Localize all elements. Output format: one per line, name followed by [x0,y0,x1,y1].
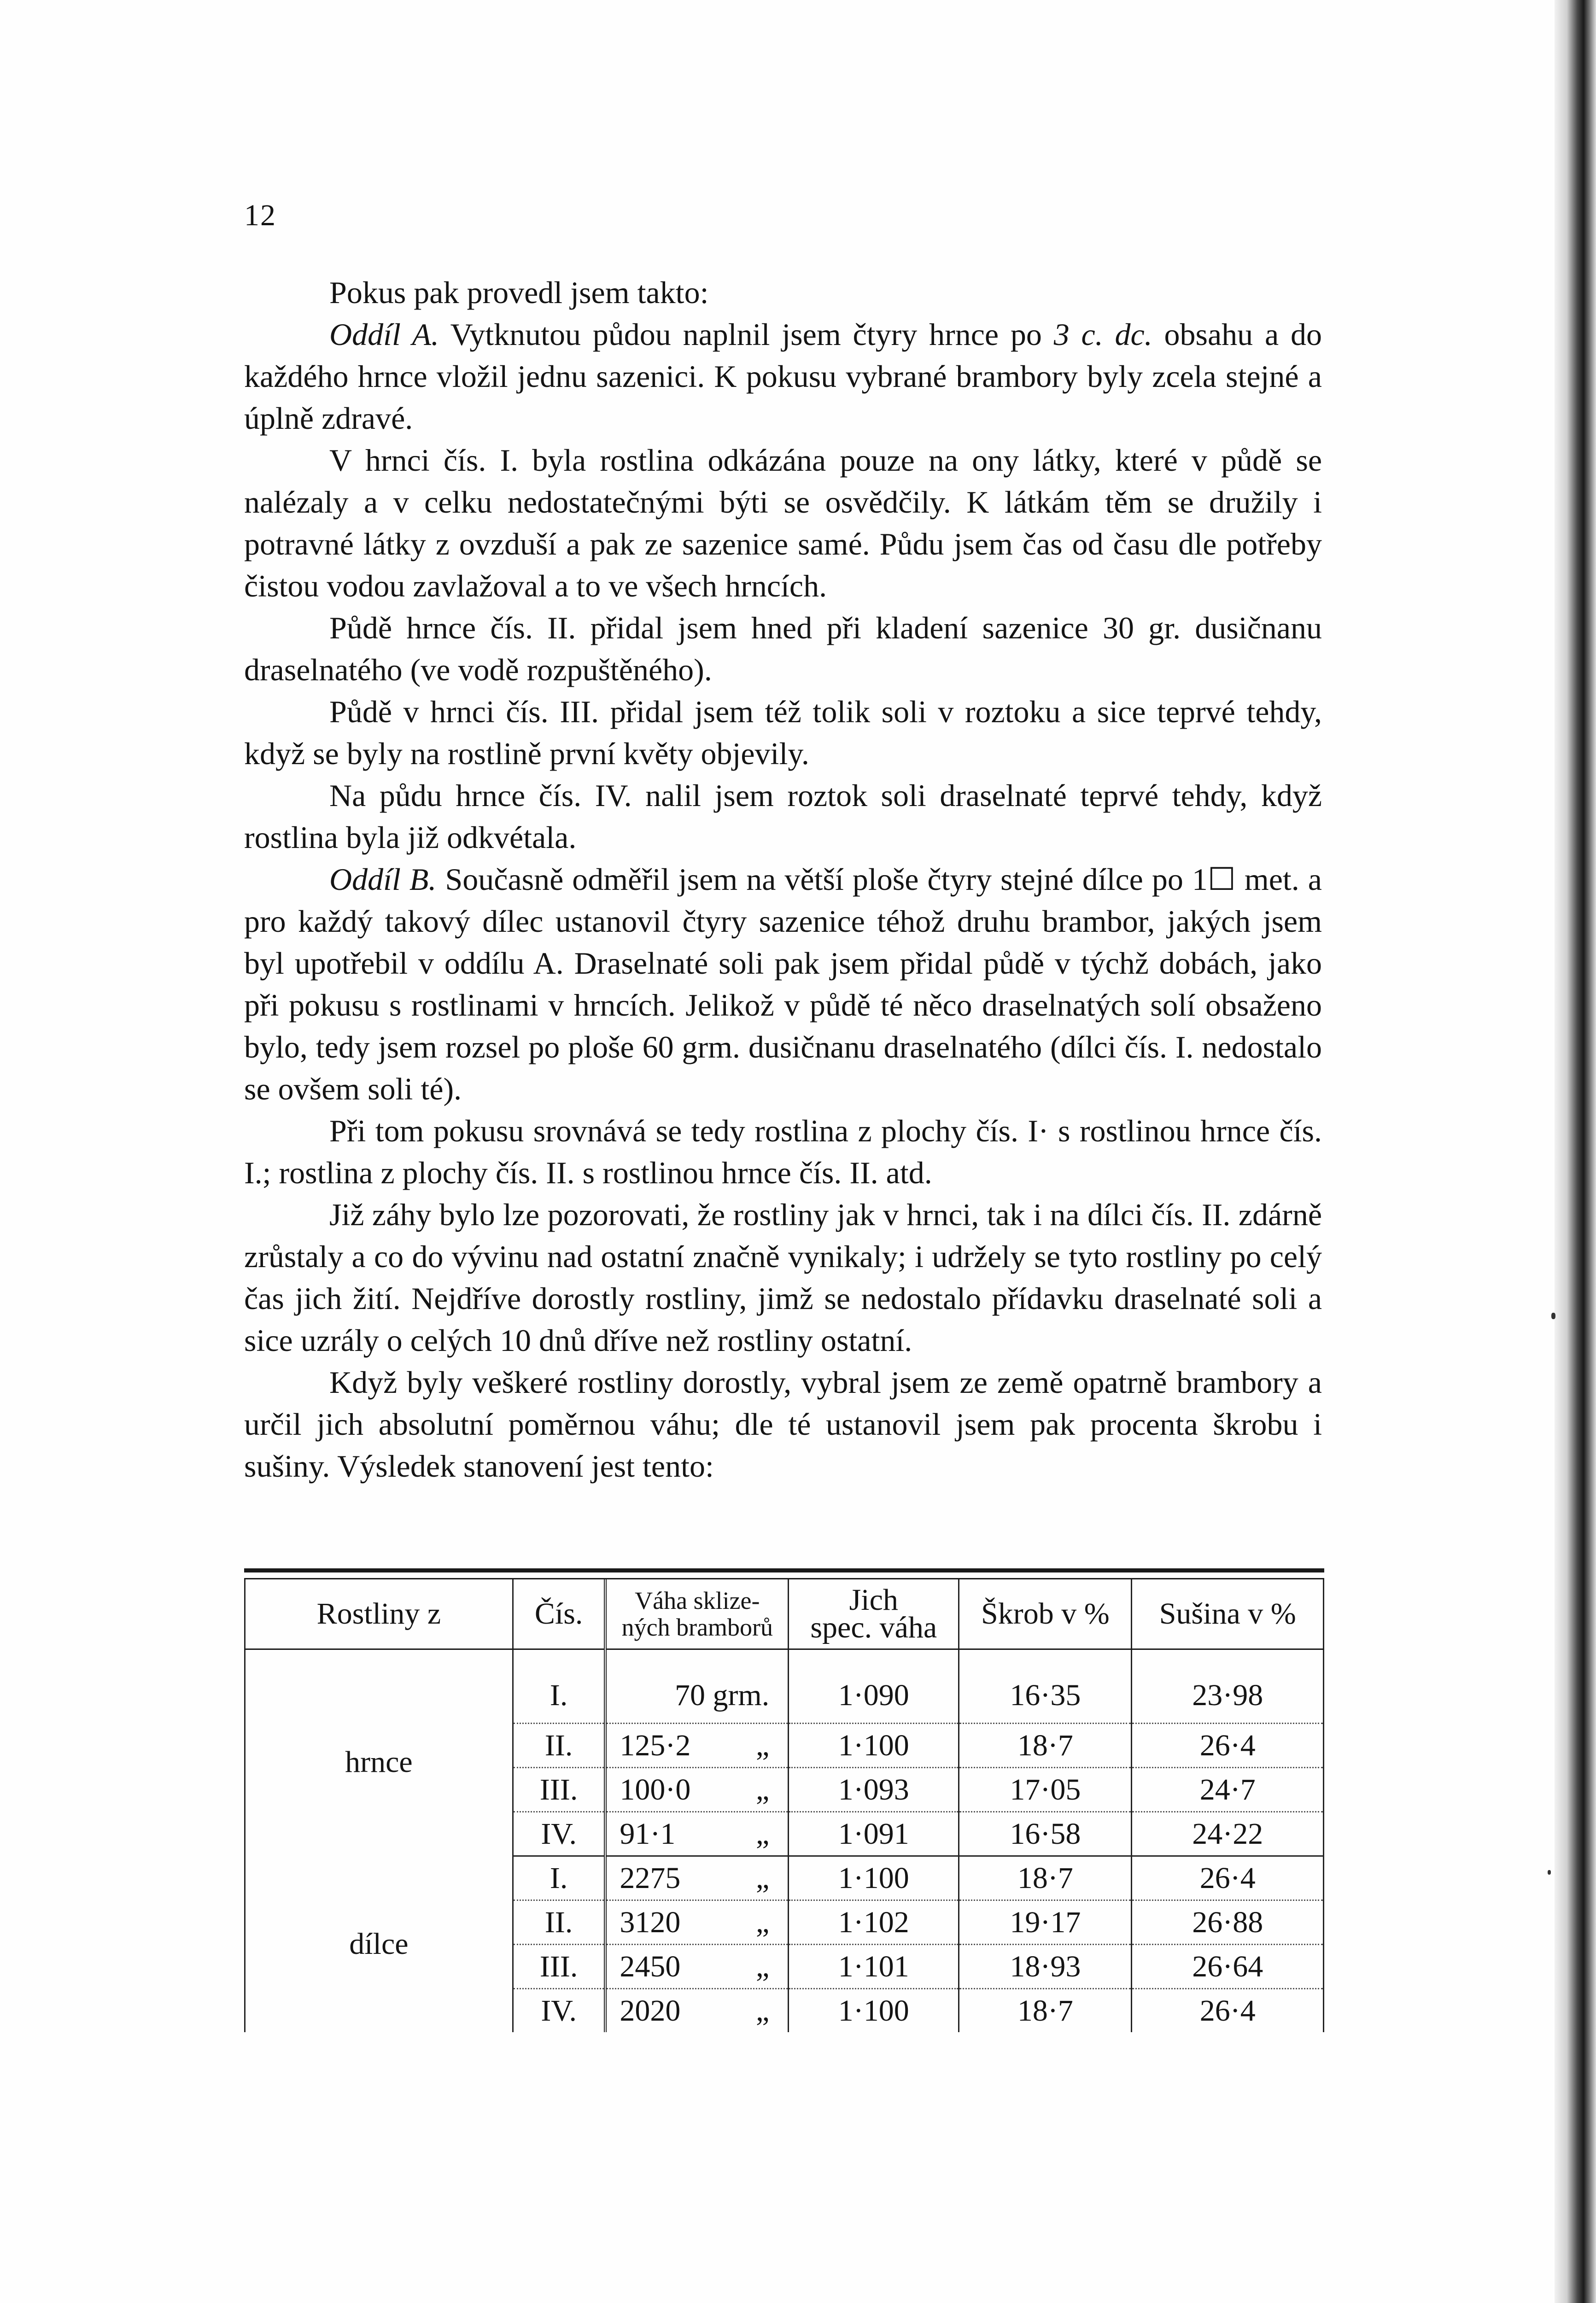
cell-skrob: 18·7 [959,1856,1132,1900]
header-vaha-line: ných bramborů [621,1613,773,1641]
scan-speck [1548,1870,1551,1875]
paragraph: Půdě v hrnci čís. III. přidal jsem též tolik soli v roztoku a sice teprvé tehdy, když se byly na rostlině první květy objevily. [244,694,1322,771]
cell-vaha-unit: „ [755,1861,770,1895]
cell-vaha [605,1856,788,1900]
paragraph: Půdě hrnce čís. II. přidal jsem hned při kladení sazenice 30 gr. dusičnanu draselnatého (ve vodě rozpuštěného). [244,610,1322,687]
cell-cis: II. [513,1724,605,1768]
paragraph: Na půdu hrnce čís. IV. nalil jsem roztok soli draselnaté teprvé tehdy, když rostlina byla již odkvétala. [244,778,1322,855]
cell-vaha-value: 2020 [620,1993,681,2028]
cell-susina: 24·7 [1132,1768,1324,1812]
cell-susina: 24·22 [1132,1812,1324,1856]
cell-skrob: 17·05 [959,1768,1132,1812]
cell-spec: 1·100 [789,1989,959,2033]
cell-susina: 26·4 [1132,1856,1324,1900]
cell-spec: 1·091 [789,1812,959,1856]
cell-cis: IV. [513,1812,605,1856]
cell-vaha-value: 3120 [620,1905,681,1939]
cell-susina: 26·4 [1132,1989,1324,2033]
paragraph: Když byly veškeré rostliny dorostly, vybral jsem ze země opatrně brambory a určil jich absolutní poměrnou váhu; dle té ustanovil jsem pak procenta škrobu i sušiny. Výsledek stanovení jest tento: [244,1365,1322,1484]
cell-skrob: 18·93 [959,1945,1132,1989]
cell-vaha-value: 2450 [620,1949,681,1983]
cell-vaha-unit: „ [755,1993,770,2028]
cell-vaha-value: 2275 [620,1861,681,1895]
header-skrob: Škrob v % [959,1579,1132,1649]
results-table [244,1568,1324,2032]
cell-susina: 26·64 [1132,1945,1324,1989]
header-vaha-line: Váha sklize- [635,1587,760,1614]
paragraph-text: obsahu a do každého hrnce vložil jednu sazenici. K pokusu vybrané brambory byly zcela stejné a úplně zdravé. [244,317,1322,436]
cell-vaha [605,1812,788,1856]
group-label: hrnce [245,1649,513,1856]
data-table [244,1579,1324,2032]
cell-cis: I. [513,1856,605,1900]
cell-cis: I. [513,1649,605,1724]
cell-spec: 1·100 [789,1856,959,1900]
cell-vaha-value: 91·1 [620,1817,676,1851]
cell-spec: 1·100 [789,1724,959,1768]
cell-spec: 1·102 [789,1900,959,1945]
paragraph: Při tom pokusu srovnává se tedy rostlina z plochy čís. I· s rostlinou hrnce čís. I.; rostlina z plochy čís. II. s rostlinou hrnce čís. II. atd. [244,1113,1322,1190]
header-susina: Sušina v % [1132,1579,1324,1649]
section-label: Oddíl A. [329,317,439,352]
cell-spec: 1·093 [789,1768,959,1812]
cell-susina: 26·4 [1132,1724,1324,1768]
header-rostliny: Rostliny z [245,1579,513,1649]
cell-vaha-unit: „ [755,1772,770,1806]
cell-spec: 1·101 [789,1945,959,1989]
cell-vaha [605,1989,788,2033]
group-label: dílce [245,1856,513,2033]
paragraph: Již záhy bylo lze pozorovati, že rostliny jak v hrnci, tak i na dílci čís. II. zdárně zrůstaly a co do vývinu nad ostatní značně vynikaly; i udržely se tyto rostliny po celý čas jich žití. Nejdříve dorostly rostliny, jimž se nedostalo přídavku draselnaté soli a sice uzrály o celých 10 dnů dříve než rostliny ostatní. [244,1197,1322,1358]
cell-skrob: 16·35 [959,1649,1132,1724]
cell-cis: II. [513,1900,605,1945]
cell-cis: III. [513,1945,605,1989]
paragraph [244,859,1322,1110]
cell-vaha-unit: „ [755,1728,770,1762]
header-row [245,1579,1324,1649]
page-number: 12 [244,199,276,232]
paragraph-text: Současně odměřil jsem na větší ploše čtyry stejné dílce po 1☐ met. a pro každý takový dílec ustanovil čtyry sazenice téhož druhu brambor, jakých jsem byl upotřebil v oddílu A. Draselnaté soli pak jsem přidal půdě v týchž dobách, jako při pokusu s rostlinami v hrncích. Jelikož v půdě té něco draselnatých solí obsaženo bylo, tedy jsem rozsel po ploše 60 grm. dusičnanu draselnatého (dílci čís. I. nedostalo se ovšem soli té). [244,862,1322,1106]
cell-vaha-unit: „ [755,1817,770,1851]
cell-vaha-value: 70 grm. [674,1678,770,1712]
cell-skrob: 18·7 [959,1989,1132,2033]
cell-vaha [605,1649,788,1724]
cell-susina: 23·98 [1132,1649,1324,1724]
cell-vaha [605,1768,788,1812]
scan-speck [1551,1313,1555,1319]
cell-susina: 26·88 [1132,1900,1324,1945]
table-top-rule [244,1568,1324,1579]
body-text [244,272,1322,1487]
cell-vaha [605,1945,788,1989]
section-label: Oddíl B. [329,862,437,897]
cell-cis: III. [513,1768,605,1812]
header-vaha [605,1579,788,1649]
cell-skrob: 19·17 [959,1900,1132,1945]
amount-text: 3 c. dc. [1053,317,1152,352]
paragraph-text: Vytknutou půdou naplnil jsem čtyry hrnce po [439,317,1054,352]
header-cis: Čís. [513,1579,605,1649]
table-row [245,1856,1324,1900]
cell-spec: 1·090 [789,1649,959,1724]
cell-vaha-value: 125·2 [620,1728,691,1762]
paragraph: V hrnci čís. I. byla rostlina odkázána pouze na ony látky, které v půdě se nalézaly a v celku nedostatečnými býti se osvědčily. K látkám těm se družily i potravné látky z ovzduší a pak ze sazenice samé. Půdu jsem čas od času dle potřeby čistou vodou zavlažoval a to ve všech hrncích. [244,443,1322,603]
cell-cis: IV. [513,1989,605,2033]
cell-vaha-unit: „ [755,1949,770,1983]
cell-vaha [605,1724,788,1768]
header-spec-line: Jich [849,1583,898,1617]
cell-vaha-unit: „ [755,1905,770,1939]
cell-skrob: 18·7 [959,1724,1132,1768]
cell-vaha [605,1900,788,1945]
cell-vaha-value: 100·0 [620,1772,691,1806]
table-row [245,1649,1324,1724]
cell-skrob: 16·58 [959,1812,1132,1856]
page-edge [1555,0,1596,2303]
paragraph [244,314,1322,439]
paragraph: Pokus pak provedl jsem takto: [329,275,709,310]
header-spec [789,1579,959,1649]
header-spec-line: spec. váha [810,1611,937,1644]
